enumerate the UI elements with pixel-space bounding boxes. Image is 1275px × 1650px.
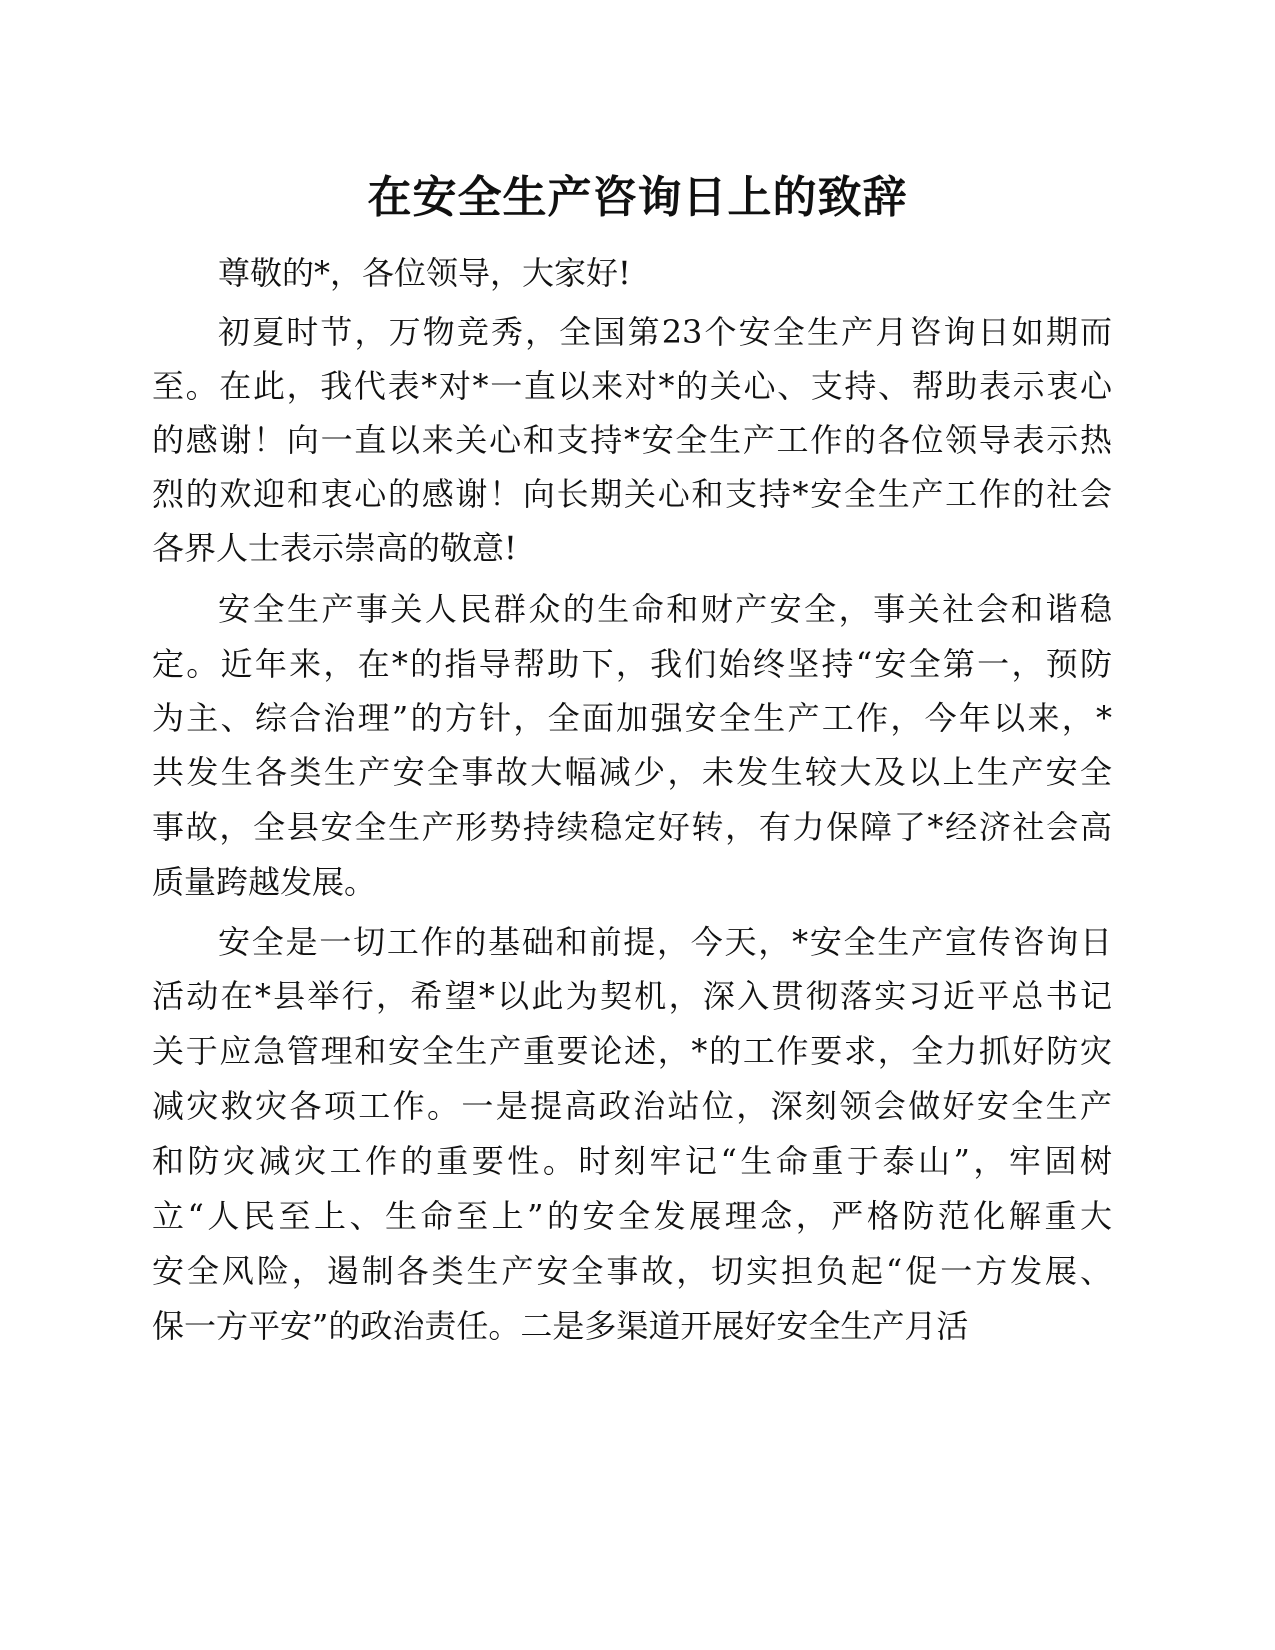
paragraph-2-line-3: 为主、综合治理”的方针，全面加强安全生产工作，今年以来，*	[152, 699, 1112, 737]
paragraph-3-line-3: 关于应急管理和安全生产重要论述，*的工作要求，全力抓好防灾	[152, 1032, 1112, 1070]
paragraph-3-line-2: 活动在*县举行，希望*以此为契机，深入贯彻落实习近平总书记	[152, 977, 1112, 1015]
paragraph-1-line-5: 各界人士表示崇高的敬意!	[152, 529, 517, 567]
paragraph-2-line-6: 质量跨越发展。	[152, 863, 377, 901]
greeting-line: 尊敬的*，各位领导，大家好!	[218, 254, 631, 292]
paragraph-3-line-4: 减灾救灾各项工作。一是提高政治站位，深刻领会做好安全生产	[152, 1087, 1112, 1125]
paragraph-1-line-1: 初夏时节，万物竞秀，全国第23个安全生产月咨询日如期而	[218, 313, 1112, 351]
paragraph-3-line-6: 立“人民至上、生命至上”的安全发展理念，严格防范化解重大	[152, 1197, 1112, 1235]
paragraph-2-line-4: 共发生各类生产安全事故大幅减少，未发生较大及以上生产安全	[152, 753, 1112, 791]
paragraph-1-line-2: 至。在此，我代表*对*一直以来对*的关心、支持、帮助表示衷心	[152, 367, 1112, 405]
paragraph-3-line-5: 和防灾减灾工作的重要性。时刻牢记“生命重于泰山”，牢固树	[152, 1142, 1112, 1180]
paragraph-3-line-7: 安全风险，遏制各类生产安全事故，切实担负起“促一方发展、	[152, 1252, 1112, 1290]
paragraph-1-line-3: 的感谢！向一直以来关心和支持*安全生产工作的各位领导表示热	[152, 421, 1112, 459]
paragraph-3-line-1: 安全是一切工作的基础和前提，今天，*安全生产宣传咨询日	[218, 923, 1112, 961]
paragraph-3-line-8: 保一方平安”的政治责任。二是多渠道开展好安全生产月活	[152, 1307, 969, 1345]
paragraph-2-line-5: 事故，全县安全生产形势持续稳定好转，有力保障了*经济社会高	[152, 808, 1112, 846]
paragraph-1-line-4: 烈的欢迎和衷心的感谢！向长期关心和支持*安全生产工作的社会	[152, 475, 1112, 513]
paragraph-2-line-2: 定。近年来，在*的指导帮助下，我们始终坚持“安全第一，预防	[152, 645, 1112, 683]
document-title: 在安全生产咨询日上的致辞	[367, 172, 908, 223]
paragraph-2-line-1: 安全生产事关人民群众的生命和财产安全，事关社会和谐稳	[218, 590, 1112, 628]
